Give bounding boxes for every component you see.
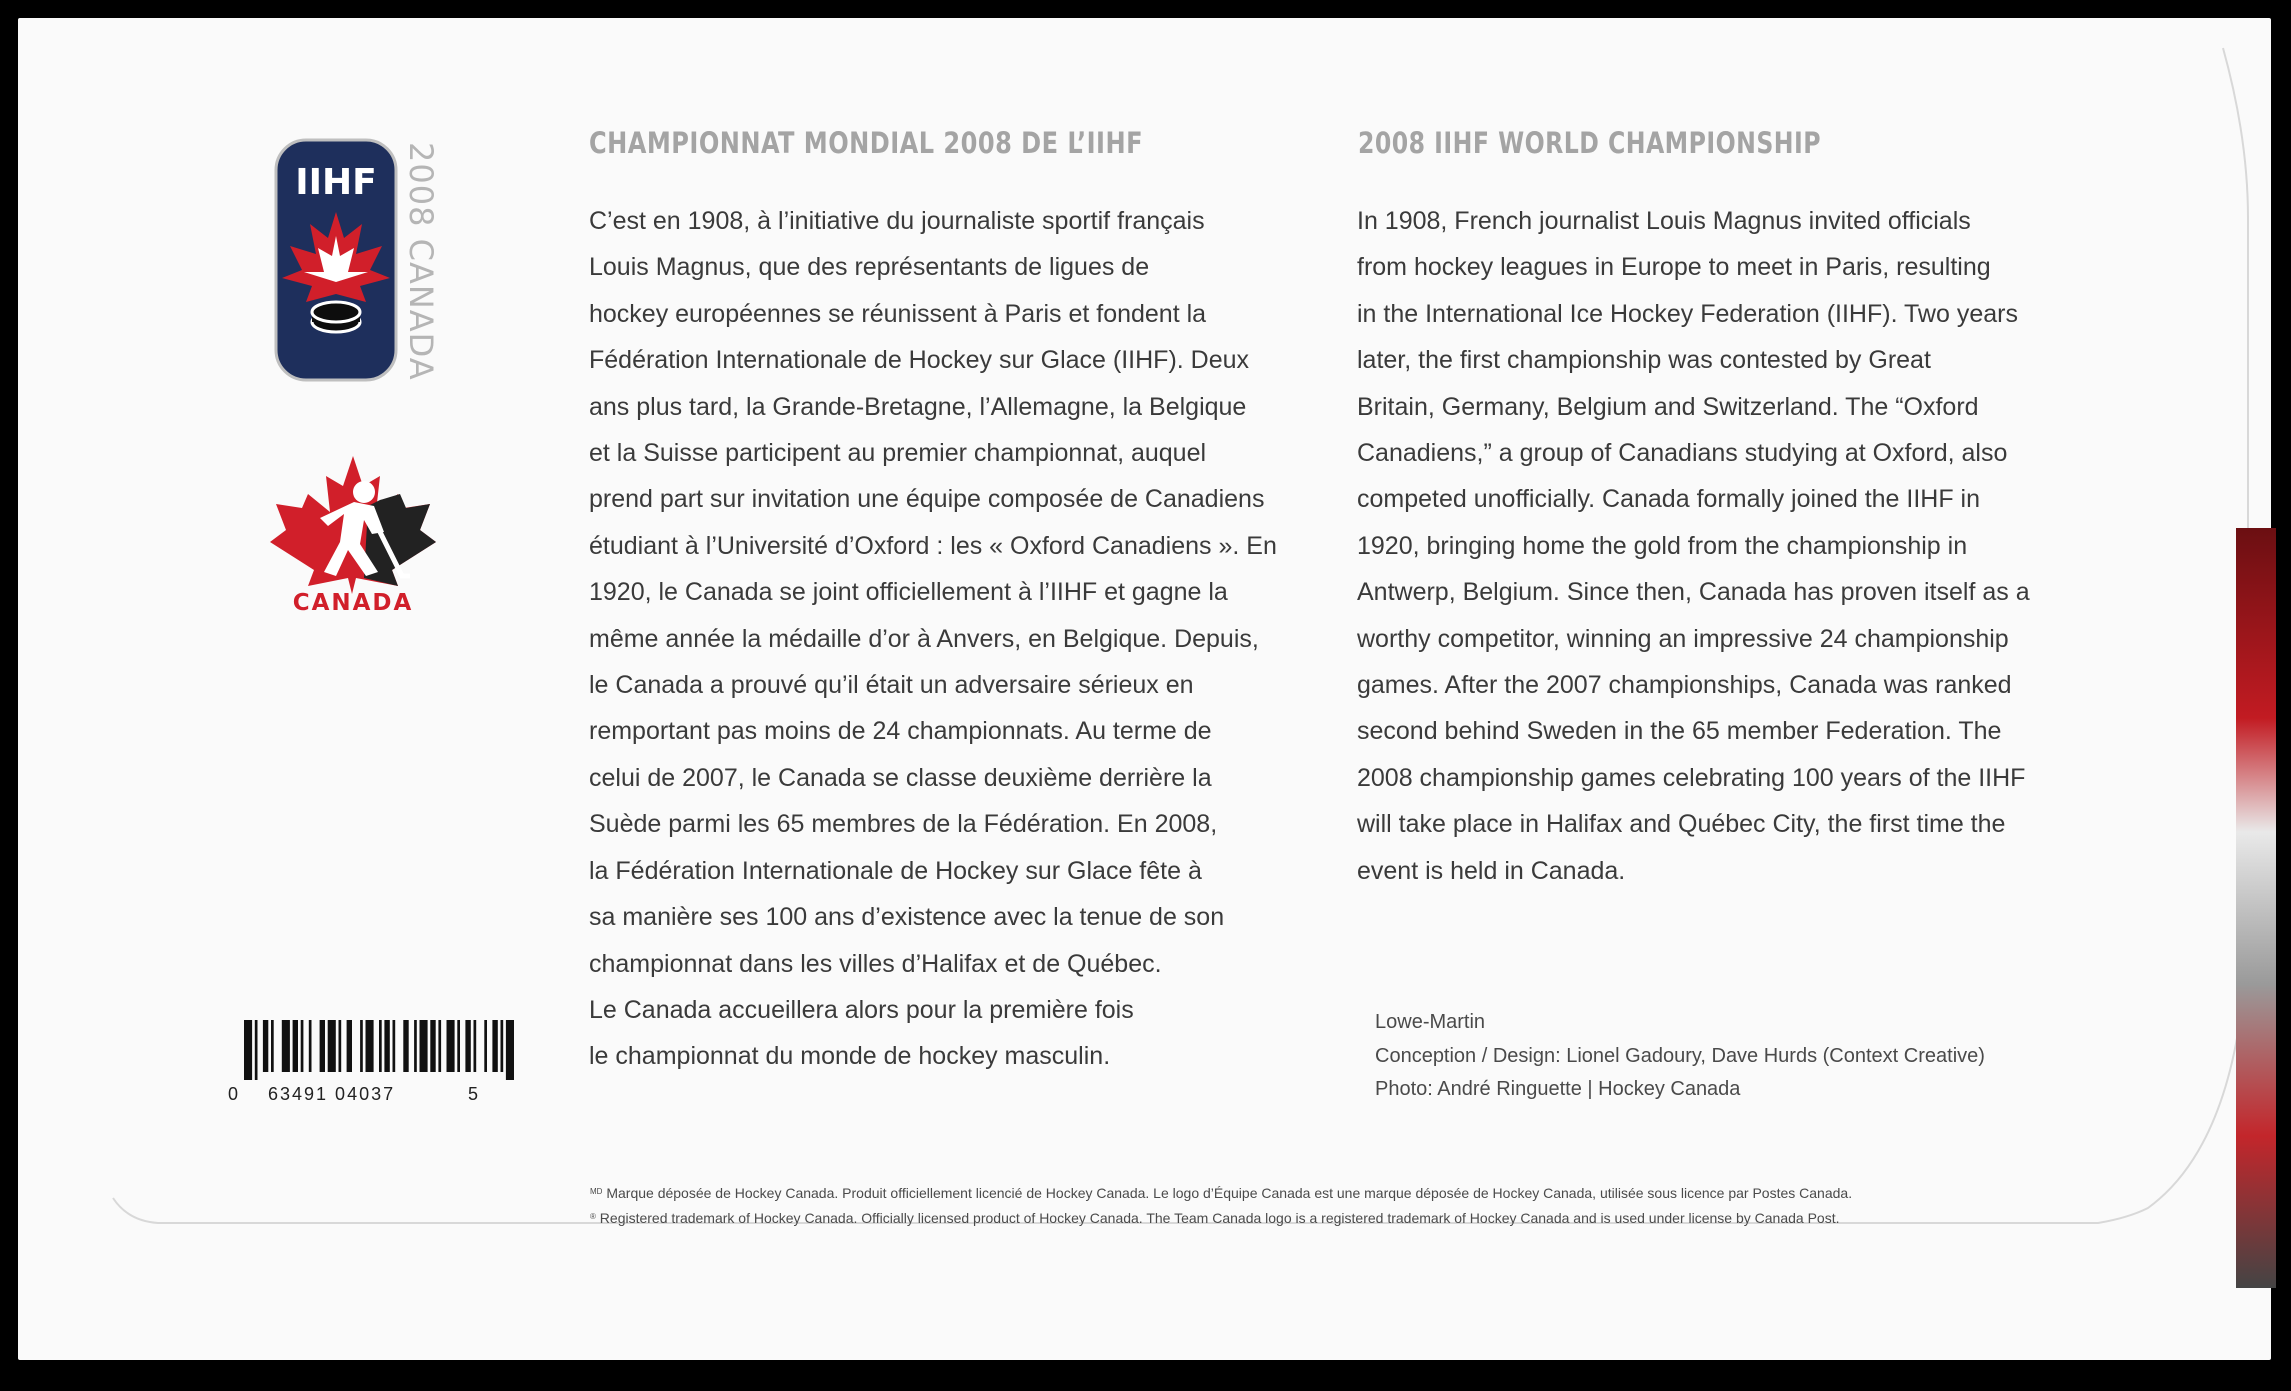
barcode-bar (484, 1020, 487, 1072)
barcode-digits: 63491 04037 (268, 1084, 396, 1104)
french-line: même année la médaille d’or à Anvers, en Belgique. Depuis, (589, 624, 1259, 653)
english-line: 1920, bringing home the gold from the championship in (1357, 531, 1968, 560)
stamp-image-edge (2236, 528, 2276, 1288)
barcode-bar (263, 1020, 268, 1072)
iihf-logo-icon (274, 136, 440, 386)
barcode-check-digit: 5 (468, 1084, 479, 1104)
french-line: celui de 2007, le Canada se classe deuxième derrière la (589, 763, 1212, 792)
legal-english: ® Registered trademark of Hockey Canada. Officially licensed product of Hockey Canada. The Team Canada logo is a registered trademark of Hockey Canada and is used under license by Canada Post. (590, 1210, 1840, 1226)
english-line: games. After the 2007 championships, Canada was ranked (1357, 671, 2012, 700)
barcode-bar (420, 1020, 428, 1072)
barcode-bar (393, 1020, 396, 1072)
french-line: remportant pas moins de 24 championnats. Au terme de (589, 717, 1212, 746)
english-line: later, the first championship was contested by Great (1357, 346, 1931, 375)
barcode-lead-digit: 0 (228, 1084, 239, 1104)
barcode-bar (347, 1020, 352, 1072)
barcode-bar (328, 1020, 336, 1072)
legal-french: $^{MD}$ Marque déposée de Hockey Canada. Produit officiellement licencié de Hockey Canada. Le logo d’Équipe Canada est une marque déposée de Hockey Canada, utilisée sous licence par Postes Canada. (590, 1185, 1853, 1201)
iihf-2008-canada-logo (274, 136, 440, 390)
barcode-bar (506, 1020, 514, 1080)
barcode-bar (360, 1020, 363, 1072)
canada-wordmark: CANADA (292, 590, 414, 616)
barcode-bar (403, 1020, 408, 1072)
english-line: event is held in Canada. (1357, 856, 1626, 885)
legal-notice (590, 1180, 1852, 1230)
french-paragraph (589, 198, 1277, 1080)
barcode-bar (244, 1020, 252, 1080)
svg-text:IIHF: IIHF (295, 162, 377, 203)
barcode-bar (293, 1020, 298, 1072)
french-line: 1920, le Canada se joint officiellement à l’IIHF et gagne la (589, 578, 1228, 607)
english-line: 2008 championship games celebrating 100 years of the IIHF (1357, 763, 2026, 792)
barcode-bar (384, 1020, 389, 1072)
english-paragraph (1357, 198, 2030, 894)
french-line: Louis Magnus, que des représentants de ligues de (589, 253, 1150, 282)
english-line: will take place in Halifax and Québec City, the first time the (1357, 810, 2006, 839)
credits-block (1375, 1006, 1985, 1107)
french-line: Suède parmi les 65 membres de la Fédération. En 2008, (589, 810, 1218, 839)
barcode-bar (414, 1020, 417, 1072)
barcode-bar (366, 1020, 374, 1072)
french-line: le Canada a prouvé qu’il était un adversaire sérieux en (589, 671, 1194, 700)
barcode-bar (379, 1020, 382, 1072)
barcode-bar (447, 1020, 455, 1072)
barcode-bar (309, 1020, 312, 1072)
french-line: étudiant à l’Université d’Oxford : les « Oxford Canadiens ». En (589, 531, 1277, 560)
barcode-bar (339, 1020, 342, 1072)
french-line: la Fédération Internationale de Hockey sur Glace fête à (589, 856, 1202, 885)
french-line: le championnat du monde de hockey masculin. (589, 1042, 1111, 1071)
english-line: in the International Ice Hockey Federation (IIHF). Two years (1357, 299, 2018, 328)
barcode (244, 1020, 464, 1084)
barcode-bar (492, 1020, 497, 1072)
english-line: Antwerp, Belgium. Since then, Canada has proven itself as a (1357, 578, 2030, 607)
photo-credit: Photo: André Ringuette | Hockey Canada (1375, 1078, 1741, 1100)
printer-credit: Lowe-Martin (1375, 1011, 1486, 1033)
hockey-canada-logo (268, 454, 438, 598)
barcode-bar (474, 1020, 477, 1072)
english-line: second behind Sweden in the 65 member Federation. The (1357, 717, 2002, 746)
french-line: sa manière ses 100 ans d’existence avec la tenue de son (589, 903, 1225, 932)
svg-text:2008 CANADA: 2008 CANADA (402, 142, 440, 381)
french-heading: CHAMPIONNAT MONDIAL 2008 DE L’IIHF (589, 126, 1143, 160)
french-line: ans plus tard, la Grande-Bretagne, l’Allemagne, la Belgique (589, 392, 1247, 421)
english-heading: 2008 IIHF WORLD CHAMPIONSHIP (1358, 126, 1821, 160)
maple-leaf-player-icon (268, 454, 438, 594)
english-line: Britain, Germany, Belgium and Switzerland. The “Oxford (1357, 392, 1979, 421)
english-line: competed unofficially. Canada formally joined the IIHF in (1357, 485, 1981, 514)
french-line: Le Canada accueillera alors pour la première fois (589, 995, 1134, 1024)
english-line: Canadiens,” a group of Canadians studying at Oxford, also (1357, 439, 2008, 468)
french-line: Fédération Internationale de Hockey sur Glace (IIHF). Deux (589, 346, 1250, 375)
french-line: prend part sur invitation une équipe composée de Canadiens (589, 485, 1265, 514)
barcode-bar (255, 1020, 258, 1080)
barcode-bar (457, 1020, 460, 1072)
design-credit: Conception / Design: Lionel Gadoury, Dave Hurds (Context Creative) (1375, 1044, 1985, 1067)
english-line: from hockey leagues in Europe to meet in Paris, resulting (1357, 253, 1991, 282)
french-line: et la Suisse participent au premier championnat, auquel (589, 439, 1207, 468)
barcode-bar (320, 1020, 325, 1072)
english-line: worthy competitor, winning an impressive 24 championship (1357, 624, 2009, 653)
barcode-bar (282, 1020, 290, 1072)
barcode-bar (271, 1020, 274, 1072)
barcode-bar (465, 1020, 470, 1072)
barcode-bar (430, 1020, 435, 1072)
french-line: C’est en 1908, à l’initiative du journaliste sportif français (589, 207, 1205, 235)
barcode-bar (438, 1020, 441, 1072)
french-line: hockey européennes se réunissent à Paris et fondent la (589, 299, 1207, 328)
barcode-bar (501, 1020, 504, 1072)
barcode-bar (301, 1020, 304, 1072)
french-line: championnat dans les villes d’Halifax et de Québec. (589, 949, 1162, 978)
envelope-back (18, 18, 2271, 1360)
english-line: In 1908, French journalist Louis Magnus invited officials (1357, 207, 1971, 235)
